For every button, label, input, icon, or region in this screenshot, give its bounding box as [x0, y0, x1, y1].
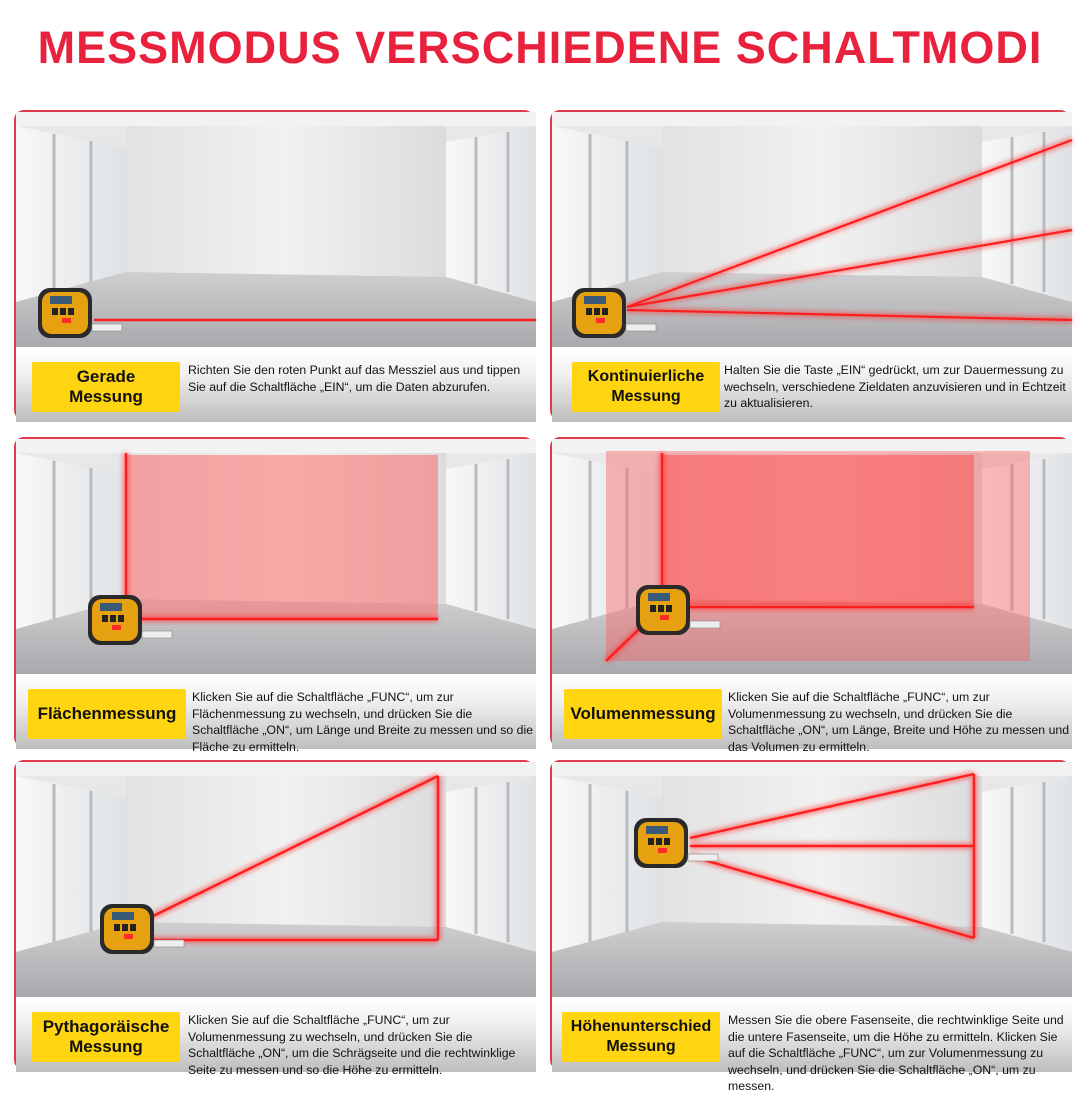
page-title: MESSMODUS VERSCHIEDENE SCHALTMODI [37, 22, 1043, 73]
mode-label: Kontinuierliche Messung [572, 362, 720, 412]
mode-description: Halten Sie die Taste „EIN“ gedrückt, um zur Dauermessung zu wechseln, verschiedene Zieldaten anzuvisieren und in Echtzeit zu aktualisieren. [724, 363, 1066, 410]
mode-description: Klicken Sie auf die Schaltfläche „FUNC“, um zur Volumenmessung zu wechseln, und drücken Sie die Schaltfläche „ON“, um die Schrägseite und die rechtwinklige Seite zu messen und so die Höhe zu ermitteln. [188, 1013, 516, 1077]
mode-panel-continuous [550, 110, 1070, 420]
mode-label: Höhenunterschied Messung [562, 1012, 720, 1062]
mode-description: Klicken Sie auf die Schaltfläche „FUNC“, um zur Flächenmessung zu wechseln, und drücken Sie die Schaltfläche „ON“, um Länge und Breite zu messen und so die Fläche zu ermitteln. [192, 690, 534, 754]
mode-panel-straight [14, 110, 534, 420]
mode-panel-height-difference [550, 760, 1070, 1093]
mode-panel-volume [550, 437, 1070, 754]
room-scene [552, 439, 1072, 674]
room-scene [16, 439, 536, 674]
room-scene [552, 112, 1072, 347]
mode-label: Volumenmessung [564, 689, 722, 739]
mode-panel-pythagoras [14, 760, 534, 1077]
room-scene [552, 762, 1072, 997]
mode-label: Pythagoräische Messung [32, 1012, 180, 1062]
room-scene [16, 762, 536, 997]
mode-label: Gerade Messung [32, 362, 180, 412]
mode-description: Klicken Sie auf die Schaltfläche „FUNC“, um zur Volumenmessung zu wechseln, und drücken Sie die Schaltfläche „ON“, um Länge, Breite und Höhe zu messen und das Volumen zu ermitteln. [728, 690, 1070, 754]
room-scene [16, 112, 536, 347]
mode-description: Richten Sie den roten Punkt auf das Messziel aus und tippen Sie auf die Schaltfläche „EIN“, um die Daten abzurufen. [188, 363, 521, 394]
mode-label: Flächenmessung [28, 689, 186, 739]
mode-panel-area [14, 437, 534, 754]
mode-description: Messen Sie die obere Fasenseite, die rechtwinklige Seite und die untere Fasenseite, um die Höhe zu ermitteln. Klicken Sie auf die Schaltfläche „FUNC“, um zur Volumenmessung zu wechseln, und drücken Sie die Schaltfläche „ON“, um zu messen. [728, 1013, 1064, 1093]
